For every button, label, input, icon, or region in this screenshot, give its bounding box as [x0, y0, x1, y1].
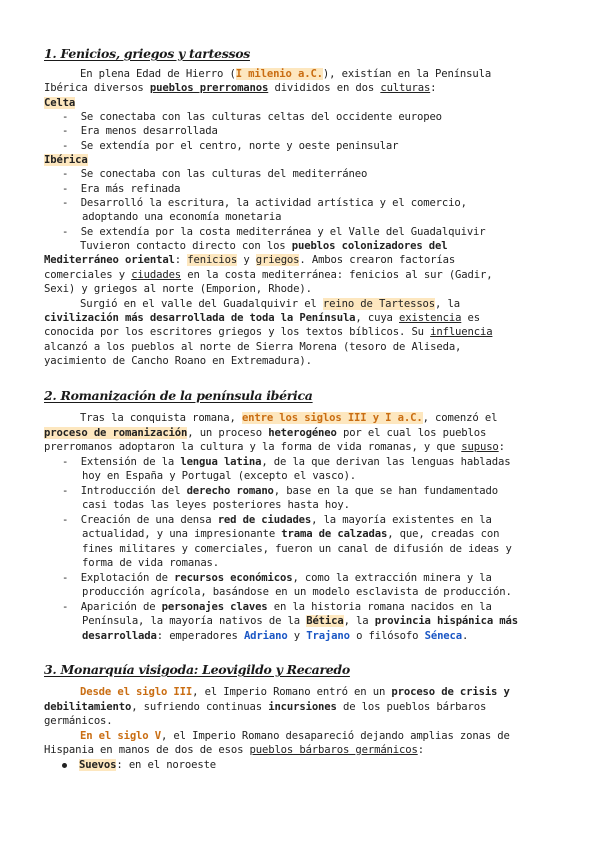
paragraph-line: Ibérica diversos pueblos prerromanos divididos en dos culturas:	[44, 82, 437, 94]
paragraph-line: Hispania en manos de dos de esos pueblos bárbaros germánicos:	[44, 744, 424, 756]
section-heading-3: 3. Monarquía visigoda: Leovigildo y Recaredo	[44, 662, 350, 677]
paragraph-line: En plena Edad de Hierro (I milenio a.C.), existían en la Península	[80, 68, 492, 80]
list-item-continuation: casi todas las leyes posteriores hasta hoy.	[82, 499, 350, 511]
paragraph-line: yacimiento de Cancho Roano en Extremadura).	[44, 355, 312, 367]
list-item-continuation: Península, la mayoría nativos de la Bética, la provincia hispánica más	[82, 615, 518, 627]
list-item-continuation: desarrollada: emperadores Adriano y Trajano o filósofo Séneca.	[82, 630, 469, 642]
paragraph-line: Mediterráneo oriental: fenicios y griegos. Ambos crearon factorías	[44, 254, 456, 266]
list-item: - Desarrolló la escritura, la actividad artística y el comercio,	[62, 197, 467, 209]
list-item: - Era más refinada	[62, 183, 181, 195]
paragraph-line: debilitamiento, sufriendo continuas incursiones de los pueblos bárbaros	[44, 701, 487, 713]
bullet-dot-icon	[62, 763, 67, 768]
paragraph-line: Tras la conquista romana, entre los siglos III y I a.C., comenzó el	[80, 412, 498, 424]
list-item: - Creación de una densa red de ciudades, la mayoría existentes en la	[62, 514, 492, 526]
paragraph-line: conocida por los escritores griegos y los textos bíblicos. Su influencia	[44, 326, 493, 338]
list-item-continuation: hoy en España y Portugal (excepto el vasco).	[82, 470, 357, 482]
list-item: - Se conectaba con las culturas celtas del occidente europeo	[62, 111, 442, 123]
paragraph-line: prerromanos adoptaron la cultura y la forma de vida romanas, y que supuso:	[44, 441, 505, 453]
paragraph-line: Surgió en el valle del Guadalquivir el reino de Tartessos, la	[80, 298, 460, 310]
paragraph-line: En el siglo V, el Imperio Romano desapareció dejando amplias zonas de	[80, 730, 510, 742]
list-item-continuation: actualidad, y una impresionante trama de calzadas, que, creadas con	[82, 528, 500, 540]
list-item-continuation: fines militares y comerciales, fueron un canal de difusión de ideas y	[82, 543, 512, 555]
list-item: - Se conectaba con las culturas del mediterráneo	[62, 168, 368, 180]
paragraph-line: comerciales y ciudades en la costa mediterránea: fenicios al sur (Gadir,	[44, 269, 493, 281]
list-item: - Aparición de personajes claves en la historia romana nacidos en la	[62, 601, 492, 613]
list-item: - Introducción del derecho romano, base en la que se han fundamentado	[62, 485, 498, 497]
subheading-iberica: Ibérica	[44, 154, 88, 166]
list-item: - Explotación de recursos económicos, como la extracción minera y la	[62, 572, 492, 584]
paragraph-line: Tuvieron contacto directo con los pueblos colonizadores del	[80, 240, 448, 252]
paragraph-line: proceso de romanización, un proceso heterogéneo por el cual los pueblos	[44, 427, 487, 439]
paragraph-line: germánicos.	[44, 715, 113, 727]
paragraph-line: Sexi) y griegos al norte (Emporion, Rhode).	[44, 283, 312, 295]
bullet-item: Suevos: en el noroeste	[44, 758, 582, 772]
list-item: - Era menos desarrollada	[62, 125, 218, 137]
list-item: - Se extendía por el centro, norte y oeste peninsular	[62, 140, 399, 152]
paragraph-line: alcanzó a los pueblos al norte de Sierra Morena (tesoro de Aliseda,	[44, 341, 462, 353]
list-item: - Extensión de la lengua latina, de la que derivan las lenguas habladas	[62, 456, 511, 468]
paragraph-line: Desde el siglo III, el Imperio Romano entró en un proceso de crisis y	[80, 686, 510, 698]
list-item: - Se extendía por la costa mediterránea y el Valle del Guadalquivir	[62, 226, 486, 238]
list-item-continuation: producción agrícola, basándose en un modelo esclavista de producción.	[82, 586, 512, 598]
section-heading-2: 2. Romanización de la península ibérica	[44, 388, 313, 403]
list-item-continuation: forma de vida romanas.	[82, 557, 220, 569]
subheading-celta: Celta	[44, 97, 76, 109]
paragraph-line: civilización más desarrollada de toda la Península, cuya existencia es	[44, 312, 480, 324]
list-item-continuation: adoptando una economía monetaria	[82, 211, 282, 223]
section-heading-1: 1. Fenicios, griegos y tartessos	[44, 46, 250, 61]
